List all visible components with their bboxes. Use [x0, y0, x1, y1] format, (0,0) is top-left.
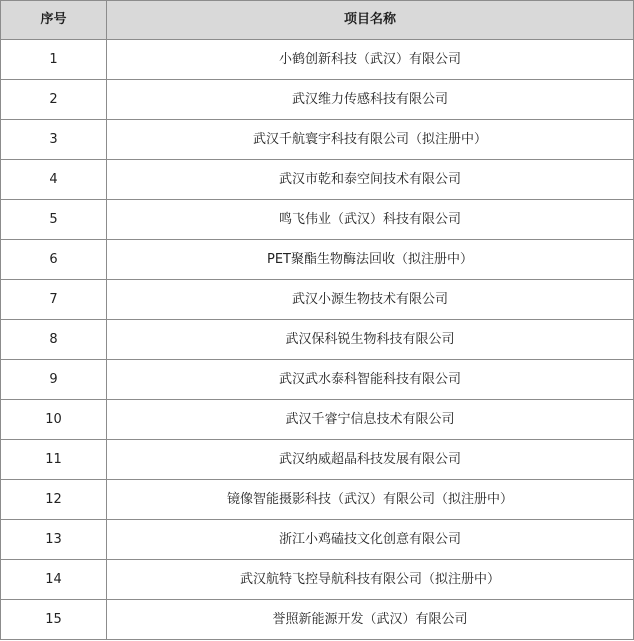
- row-project-name: 武汉千睿宁信息技术有限公司: [107, 400, 634, 440]
- table-row: [1, 320, 634, 360]
- row-project-name: 誉照新能源开发（武汉）有限公司: [107, 600, 634, 640]
- table-row: [1, 280, 634, 320]
- row-project-name: 武汉航特飞控导航科技有限公司（拟注册中）: [107, 560, 634, 600]
- row-project-name: 武汉千航寰宇科技有限公司（拟注册中）: [107, 120, 634, 160]
- table-row: [1, 160, 634, 200]
- row-project-name: 鸣飞伟业（武汉）科技有限公司: [107, 200, 634, 240]
- row-project-name: PET聚酯生物酶法回收（拟注册中）: [107, 240, 634, 280]
- row-index: 5: [1, 200, 107, 240]
- row-project-name: 浙江小鸡磕技文化创意有限公司: [107, 520, 634, 560]
- row-project-name: 武汉纳威超晶科技发展有限公司: [107, 440, 634, 480]
- table-row: [1, 400, 634, 440]
- row-index: 4: [1, 160, 107, 200]
- table-row: [1, 80, 634, 120]
- row-index: 2: [1, 80, 107, 120]
- table-row: [1, 480, 634, 520]
- table-header: [1, 1, 634, 40]
- row-project-name: 武汉维力传感科技有限公司: [107, 80, 634, 120]
- table-row: [1, 440, 634, 480]
- row-index: 8: [1, 320, 107, 360]
- row-index: 7: [1, 280, 107, 320]
- table-row: [1, 240, 634, 280]
- table-row: [1, 520, 634, 560]
- row-index: 14: [1, 560, 107, 600]
- table-row: [1, 600, 634, 640]
- row-index: 11: [1, 440, 107, 480]
- row-project-name: 小鹤创新科技（武汉）有限公司: [107, 40, 634, 80]
- row-index: 13: [1, 520, 107, 560]
- row-index: 1: [1, 40, 107, 80]
- header-row: [1, 1, 634, 40]
- row-index: 10: [1, 400, 107, 440]
- row-project-name: 镜像智能摄影科技（武汉）有限公司（拟注册中）: [107, 480, 634, 520]
- table-body: [1, 40, 634, 640]
- table-row: [1, 40, 634, 80]
- header-index: 序号: [1, 1, 107, 40]
- row-index: 3: [1, 120, 107, 160]
- table-row: [1, 200, 634, 240]
- table-row: [1, 360, 634, 400]
- row-index: 9: [1, 360, 107, 400]
- row-project-name: 武汉市乾和泰空间技术有限公司: [107, 160, 634, 200]
- row-project-name: 武汉保科锐生物科技有限公司: [107, 320, 634, 360]
- row-index: 12: [1, 480, 107, 520]
- row-index: 15: [1, 600, 107, 640]
- row-index: 6: [1, 240, 107, 280]
- row-project-name: 武汉小源生物技术有限公司: [107, 280, 634, 320]
- table-row: [1, 120, 634, 160]
- header-project-name: 项目名称: [107, 1, 634, 40]
- table-row: [1, 560, 634, 600]
- row-project-name: 武汉武水泰科智能科技有限公司: [107, 360, 634, 400]
